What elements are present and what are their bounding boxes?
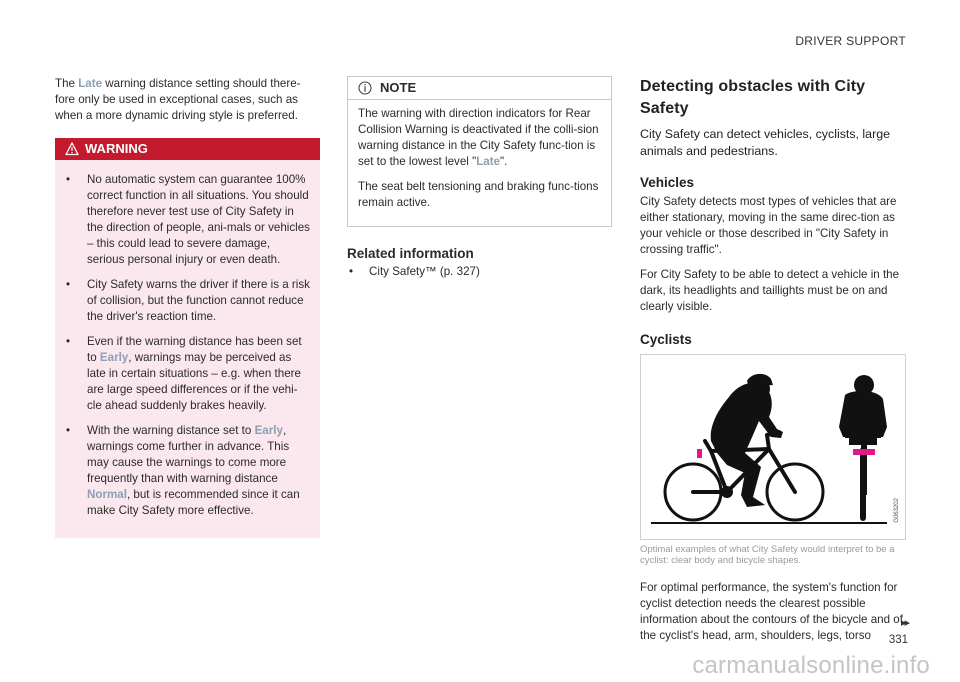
vehicles-paragraph: City Safety detects most types of vehicles that are either stationary, moving in the same direc-tion as your vehicle or those described in "City Safety in crossing traffic". <box>640 195 897 256</box>
note-text: The warning with direction indicators for Rear Collision Warning is deactivated if the colli-sion warning distance in the City Safety func-tion is set to the lowest level " <box>358 107 599 168</box>
page-number: 331 <box>888 634 908 646</box>
cyclists-paragraph: For optimal performance, the system's function for cyclist detection needs the clearest possible information about the contours of the bicycle and of the cyclist's head, arm, shoulders, legs, torso <box>640 581 903 643</box>
warning-title: WARNING <box>85 140 148 156</box>
intro-text-start: The <box>55 77 79 90</box>
warning-item <box>87 423 310 519</box>
watermark: carmanualsonline.info <box>692 652 930 679</box>
note-paragraph <box>358 106 601 170</box>
warning-text: Even if the warning distance has been set to <box>87 334 302 364</box>
note-header <box>348 76 611 100</box>
intro-text-end: warning distance setting should there-fore only be used in exceptional cases, such as when a more dynamic driving style is preferred. <box>55 77 301 122</box>
warning-header <box>55 138 320 160</box>
cyclists-heading: Cyclists <box>640 331 692 347</box>
note-box <box>347 76 612 227</box>
warning-box <box>55 138 320 538</box>
figure-caption: Optimal examples of what City Safety would interpret to be a cyclist: clear body and bicycle shapes. <box>640 543 895 567</box>
intro-paragraph <box>55 76 320 124</box>
section-heading: Detecting obstacles with City Safety <box>640 78 866 118</box>
setting-late-label: Late <box>78 77 103 90</box>
note-text: ". <box>500 154 508 168</box>
related-link[interactable]: • City Safety™ (p. 327) <box>369 264 612 280</box>
column-middle <box>347 76 612 280</box>
note-paragraph: The seat belt tensioning and braking func-tions remain active. <box>358 179 599 209</box>
column-right <box>640 76 906 653</box>
warning-list <box>55 160 320 519</box>
warning-item <box>87 334 310 414</box>
setting-normal-label: Normal <box>87 487 127 501</box>
cyclist-silhouette-image <box>641 355 905 539</box>
warning-item: • No automatic system can guarantee 100% correct function in all situations. You should therefore never test use of City Safety in the direction of people, ani-mals or vehicles – this could lead to severe damage, serious personal injury or even death. <box>87 172 310 268</box>
vehicles-paragraph: For City Safety to be able to detect a vehicle in the dark, its headlights and taillights must be on and clearly visible. <box>640 267 900 313</box>
cyclist-illustration <box>640 354 906 540</box>
note-title: NOTE <box>380 80 417 96</box>
lead-paragraph: City Safety can detect vehicles, cyclists, large animals and pedestrians. <box>640 127 890 159</box>
warning-text: , warnings may be perceived as late in certain situations – e.g. when there are large speed differences or if the vehi-cle ahead suddenly brakes heavily. <box>87 350 301 412</box>
warning-triangle-icon <box>65 142 79 156</box>
warning-text: With the warning distance set to <box>87 423 255 437</box>
section-title: DRIVER SUPPORT <box>795 34 906 48</box>
vehicles-heading: Vehicles <box>640 175 695 191</box>
setting-late-label: Late <box>476 154 501 168</box>
warning-item: • City Safety warns the driver if there is a risk of collision, but the function cannot reduce the driver's reaction time. <box>87 277 310 325</box>
setting-early-label: Early <box>99 350 129 364</box>
info-circle-icon <box>358 81 372 95</box>
warning-text: , warnings come further in advance. This may cause the warnings to come more frequently than with warning distance <box>87 423 290 485</box>
figure-code: G063202 <box>893 497 900 523</box>
setting-early-label: Early <box>254 423 283 437</box>
related-info-list <box>347 264 612 280</box>
warning-text: , but is recommended since it can make City Safety more effective. <box>87 487 300 517</box>
related-info-heading: Related information <box>347 245 474 261</box>
continue-arrows-icon: ▸▸ <box>900 617 908 629</box>
column-left <box>55 76 320 538</box>
